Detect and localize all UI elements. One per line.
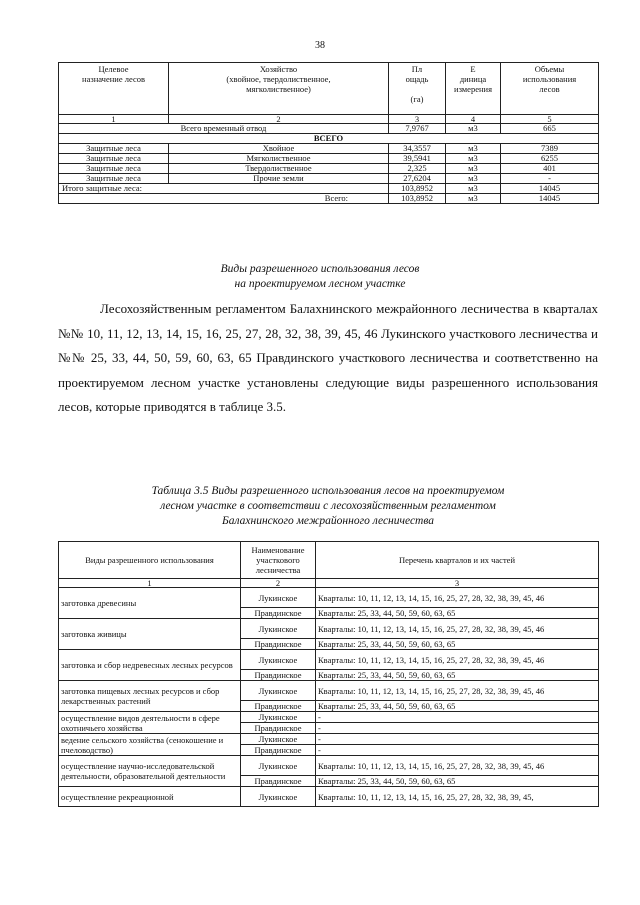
header-use-type: Виды разрешенного использования [59,542,241,579]
caption-line: Виды разрешенного использования лесов [220,263,420,275]
cell-unit: м3 [446,154,501,164]
table-row [59,712,599,723]
col-number: 5 [501,115,599,124]
cell-use-type: заготовка пищевых лесных ресурсов и сбор лекарственных растений [59,681,241,712]
cell-forestry: Правдинское [241,776,316,787]
cell-forestry: Правдинское [241,639,316,650]
cell-forestry: Лукинское [241,712,316,723]
table-row [59,184,599,194]
header-quarters: Перечень кварталов и их частей [316,542,599,579]
cell-forestry: Лукинское [241,734,316,745]
header-purpose: Целевое назначение лесов [59,63,169,115]
cell-volume: 401 [501,164,599,174]
subtotal-label: Итого защитные леса: [59,184,389,194]
table-caption [58,484,598,529]
cell-forestry: Правдинское [241,608,316,619]
table-row [59,619,599,639]
paragraph-text: Лесохозяйственным регламентом Балахнинского межрайонного лесничества в кварталах №№ 10, 11, 12, 13, 14, 15, 16, 25, 27, 28, 32, 38, 39, 45, 46 Лукинского участкового лесничества и №№ 25, 33, 44, 50, 59, 60, 63, 65 Правдинского участкового лесничества и соответственно на проектируемом лесном участке установлены следующие виды разрешенного использования лесов, которые приводятся в таблице 3.5. [58,301,598,414]
cell-volume: 7389 [501,144,599,154]
body-paragraph [58,297,598,420]
cell-area: 39,5941 [389,154,446,164]
cell-quarters: Кварталы: 10, 11, 12, 13, 14, 15, 16, 25, 27, 28, 32, 38, 39, 45, 46 [316,756,599,776]
cell-quarters: - [316,723,599,734]
cell-purpose: Защитные леса [59,144,169,154]
col-number: 2 [241,579,316,588]
header-area: Пл ощадь (га) [389,63,446,115]
cell-area: 34,3557 [389,144,446,154]
cell-quarters: Кварталы: 25, 33, 44, 50, 59, 60, 63, 65 [316,670,599,681]
section-total-label: ВСЕГО [59,134,599,144]
cell-unit: м3 [446,144,501,154]
cell-forestry: Лукинское [241,756,316,776]
cell-volume: 665 [501,124,599,134]
cell-economy: Хвойное [169,144,389,154]
cell-quarters: Кварталы: 10, 11, 12, 13, 14, 15, 16, 25, 27, 28, 32, 38, 39, 45, 46 [316,650,599,670]
table-row [59,734,599,745]
cell-unit: м3 [446,124,501,134]
cell-volume: 14045 [501,194,599,204]
table-row [59,194,599,204]
cell-economy: Прочие земли [169,174,389,184]
col-number: 2 [169,115,389,124]
col-number: 3 [389,115,446,124]
caption-line: Балахнинского межрайонного лесничества [221,515,435,527]
cell-area: 103,8952 [389,184,446,194]
cell-quarters: Кварталы: 10, 11, 12, 13, 14, 15, 16, 25, 27, 28, 32, 38, 39, 45, [316,787,599,807]
table-row [59,681,599,701]
cell-use-type: осуществление научно-исследовательской деятельности, образовательной деятельности [59,756,241,787]
table-row [59,588,599,608]
cell-forestry: Правдинское [241,670,316,681]
cell-quarters: Кварталы: 10, 11, 12, 13, 14, 15, 16, 25, 27, 28, 32, 38, 39, 45, 46 [316,588,599,608]
cell-quarters: Кварталы: 10, 11, 12, 13, 14, 15, 16, 25, 27, 28, 32, 38, 39, 45, 46 [316,619,599,639]
col-number: 1 [59,115,169,124]
permitted-uses-table [58,541,599,807]
table-row [59,124,599,134]
cell-unit: м3 [446,194,501,204]
cell-area: 2,325 [389,164,446,174]
cell-forestry: Лукинское [241,588,316,608]
table-row [59,154,599,164]
cell-quarters: - [316,734,599,745]
cell-quarters: - [316,745,599,756]
table-row [59,144,599,154]
cell-quarters: - [316,712,599,723]
caption-line: лесном участке в соответствии с лесохозяйственным регламентом [160,500,496,512]
cell-purpose: Защитные леса [59,164,169,174]
cell-unit: м3 [446,184,501,194]
cell-forestry: Лукинское [241,787,316,807]
cell-use-type: заготовка и сбор недревесных лесных ресурсов [59,650,241,681]
caption-line: на проектируемом лесном участке [234,278,406,290]
cell-area: 103,8952 [389,194,446,204]
col-number: 3 [316,579,599,588]
cell-quarters: Кварталы: 25, 33, 44, 50, 59, 60, 63, 65 [316,701,599,712]
cell-quarters: Кварталы: 25, 33, 44, 50, 59, 60, 63, 65 [316,608,599,619]
col-number: 4 [446,115,501,124]
table-row [59,650,599,670]
table-row [59,787,599,807]
header-economy: Хозяйство (хвойное, твердолиственное, мягколиственное) [169,63,389,115]
cell-forestry: Лукинское [241,650,316,670]
cell-unit: м3 [446,164,501,174]
cell-use-type: осуществление видов деятельности в сфере охотничьего хозяйства [59,712,241,734]
cell-area: 27,6204 [389,174,446,184]
cell-use-type: осуществление рекреационной [59,787,241,807]
cell-purpose: Защитные леса [59,154,169,164]
temp-row-label: Всего временный отвод [59,124,389,134]
cell-forestry: Правдинское [241,745,316,756]
header-unit: Е диница измерения [446,63,501,115]
table-row [59,164,599,174]
forest-use-volume-table [58,62,599,204]
cell-quarters: Кварталы: 25, 33, 44, 50, 59, 60, 63, 65 [316,776,599,787]
section-caption [0,262,640,292]
cell-use-type: ведение сельского хозяйства (сенокошение и пчеловодство) [59,734,241,756]
cell-volume: - [501,174,599,184]
cell-purpose: Защитные леса [59,174,169,184]
table-row [59,756,599,776]
cell-area: 7,9767 [389,124,446,134]
cell-quarters: Кварталы: 25, 33, 44, 50, 59, 60, 63, 65 [316,639,599,650]
cell-unit: м3 [446,174,501,184]
caption-line: Таблица 3.5 Виды разрешенного использования лесов на проектируемом [151,485,505,497]
cell-forestry: Лукинское [241,619,316,639]
page-number: 38 [315,40,325,51]
cell-forestry: Правдинское [241,723,316,734]
cell-forestry: Лукинское [241,681,316,701]
col-number: 1 [59,579,241,588]
header-volume: Объемы использования лесов [501,63,599,115]
cell-volume: 6255 [501,154,599,164]
cell-use-type: заготовка живицы [59,619,241,650]
cell-use-type: заготовка древесины [59,588,241,619]
total-label: Всего: [59,194,389,204]
cell-economy: Твердолиственное [169,164,389,174]
cell-volume: 14045 [501,184,599,194]
cell-quarters: Кварталы: 10, 11, 12, 13, 14, 15, 16, 25, 27, 28, 32, 38, 39, 45, 46 [316,681,599,701]
cell-forestry: Правдинское [241,701,316,712]
cell-economy: Мягколиственное [169,154,389,164]
table-row [59,174,599,184]
header-forestry: Наименование участкового лесничества [241,542,316,579]
